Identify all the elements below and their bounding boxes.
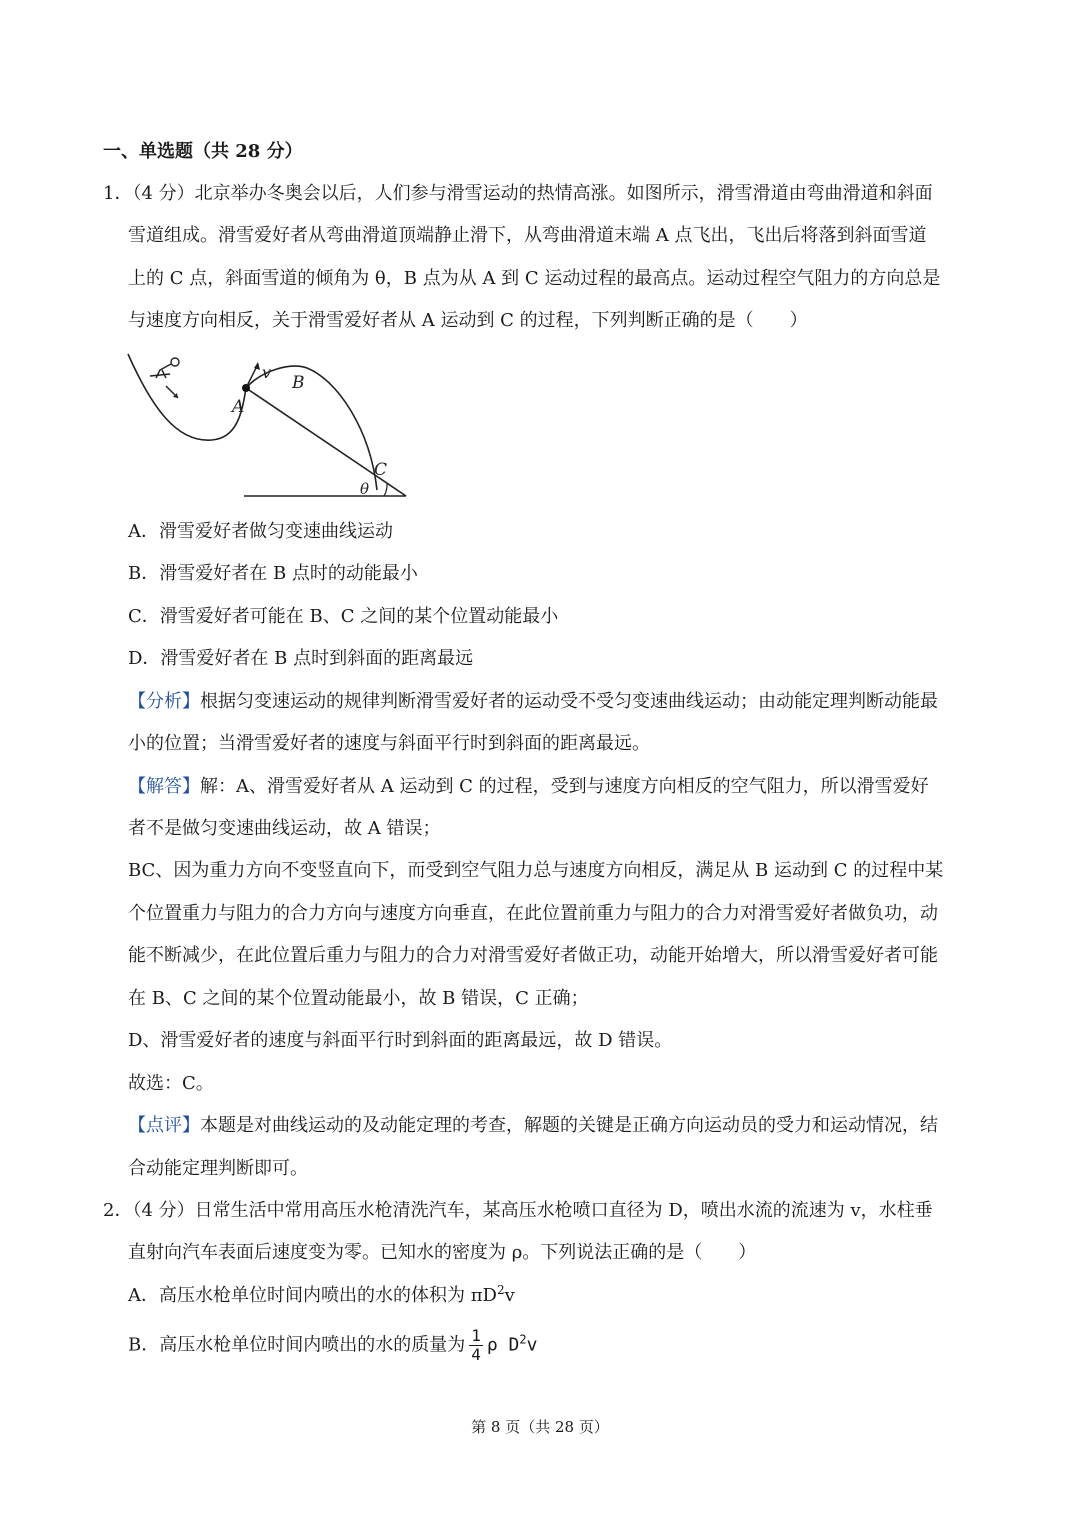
label-c: C	[374, 460, 388, 480]
q1-answer-line-6: 在 B、C 之间的某个位置动能最小，故 B 错误，C 正确；	[128, 988, 589, 1009]
q1-comment-line-1	[128, 1114, 938, 1138]
q1-answer-line-2: 者不是做匀变速曲线运动，故 A 错误；	[128, 818, 441, 839]
analysis-tag: 【分析】	[128, 691, 200, 712]
answer-tag: 【解答】	[128, 776, 200, 797]
comment-text: 本题是对曲线运动的及动能定理的考查，解题的关键是正确方向运动员的受力和运动情况，结	[200, 1115, 938, 1136]
q1-answer-line-8: 故选：C。	[128, 1073, 214, 1094]
q1-answer-line-3: BC、因为重力方向不变竖直向下，而受到空气阻力总与速度方向相反，满足从 B 运动到 C 的过程中某	[128, 860, 944, 881]
answer-text: 解：A、滑雪爱好者从 A 运动到 C 的过程，受到与速度方向相反的空气阻力，所以滑雪爱好	[200, 776, 929, 797]
q2-option-b-expr: ρ D	[486, 1334, 520, 1356]
q2-option-a-prefix: A．高压水枪单位时间内喷出的水的体积为 πD	[128, 1285, 497, 1306]
q2-option-b-prefix: B．高压水枪单位时间内喷出的水的质量为	[128, 1334, 466, 1356]
analysis-text: 根据匀变速运动的规律判断滑雪爱好者的运动受不受匀变速曲线运动；由动能定理判断动能最	[200, 691, 938, 712]
q1-comment-line-2: 合动能定理判断即可。	[128, 1158, 308, 1179]
page-footer: 第 8 页（共 28 页）	[471, 1418, 609, 1436]
label-v: v	[262, 363, 272, 382]
q1-stem-line-4: 与速度方向相反，关于滑雪爱好者从 A 运动到 C 的过程，下列判断正确的是（ ）	[128, 310, 808, 331]
q2-option-b-suffix: v	[526, 1334, 538, 1356]
comment-tag: 【点评】	[128, 1115, 200, 1136]
angle-arc	[384, 484, 387, 496]
q2-stem-line-2: 直射向汽车表面后速度变为零。已知水的密度为 ρ。下列说法正确的是（ ）	[128, 1242, 757, 1263]
label-b: B	[292, 373, 305, 393]
q1-answer-line-5: 能不断减少，在此位置后重力与阻力的合力对滑雪爱好者做正功，动能开始增大，所以滑雪爱好者可能	[128, 945, 938, 966]
q1-stem-line-2: 雪道组成。滑雪爱好者从弯曲滑道顶端静止滑下，从弯曲滑道末端 A 点飞出，飞出后将落到斜面雪道	[128, 225, 927, 246]
ski-trajectory-figure	[122, 348, 412, 503]
q1-stem-line-3: 上的 C 点，斜面雪道的倾角为 θ，B 点为从 A 到 C 运动过程的最高点。运动过程空气阻力的方向总是	[128, 268, 941, 289]
q2-option-b-sup: 2	[519, 1332, 527, 1347]
q2-option-a-suffix: v	[504, 1285, 515, 1306]
q1-stem-line-1: 1．（4 分）北京举办冬奥会以后，人们参与滑雪运动的热情高涨。如图所示，滑雪滑道由弯曲滑道和斜面	[103, 183, 933, 204]
q1-option-d: D．滑雪爱好者在 B 点时到斜面的距离最远	[128, 648, 474, 669]
q1-option-b: B．滑雪爱好者在 B 点时的动能最小	[128, 563, 418, 584]
q2-option-b	[128, 1327, 537, 1364]
label-a: A	[232, 397, 245, 417]
q1-answer-line-4: 个位置重力与阻力的合力方向与速度方向垂直，在此位置前重力与阻力的合力对滑雪爱好者做负功，动	[128, 903, 938, 924]
label-theta: θ	[360, 480, 370, 498]
q2-option-b-fraction: $\frac{1}{4}$	[471, 1326, 481, 1364]
q2-option-a	[128, 1284, 515, 1308]
q1-answer-line-1	[128, 775, 929, 799]
q1-option-a: A．滑雪爱好者做匀变速曲线运动	[128, 521, 393, 542]
q1-analysis-line-1	[128, 690, 938, 714]
skier-icon	[150, 358, 179, 378]
q1-analysis-line-2: 小的位置；当滑雪爱好者的速度与斜面平行时到斜面的距离最远。	[128, 733, 650, 754]
section-title: 一、单选题（共 28 分）	[103, 141, 303, 162]
trajectory-curve	[246, 366, 377, 490]
q2-option-a-sup: 2	[496, 1283, 505, 1297]
q2-stem-line-1: 2．（4 分）日常生活中常用高压水枪清洗汽车，某高压水枪喷口直径为 D，喷出水流的流速为 v，水柱垂	[103, 1200, 933, 1221]
q1-answer-line-7: D、滑雪爱好者的速度与斜面平行时到斜面的距离最远，故 D 错误。	[128, 1030, 673, 1051]
q1-option-c: C．滑雪爱好者可能在 B、C 之间的某个位置动能最小	[128, 606, 559, 627]
